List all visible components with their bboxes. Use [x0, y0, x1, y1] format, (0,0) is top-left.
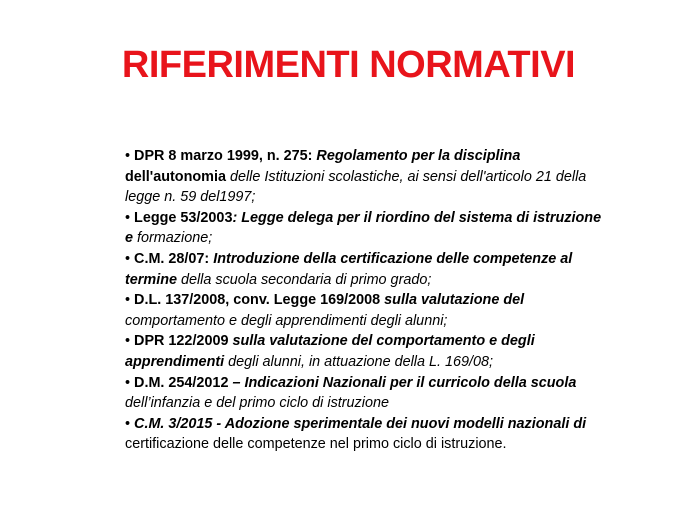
bullet-marker: •: [125, 250, 135, 267]
reference-text: legge n. 59 del1997;: [125, 189, 256, 206]
page-title: RIFERIMENTI NORMATIVI: [121, 44, 576, 86]
reference-text: dell'autonomia: [125, 168, 226, 185]
reference-line: [125, 290, 645, 311]
bullet-marker: •: [125, 374, 135, 391]
reference-line: [125, 228, 645, 249]
reference-text: C.M. 28/07:: [134, 250, 214, 267]
reference-text: degli alunni, in attuazione della L. 169/08;: [224, 353, 493, 370]
bullet-marker: •: [125, 333, 135, 350]
reference-text: dell’infanzia e del primo ciclo di istruzione: [125, 395, 389, 412]
references-list: [125, 146, 645, 455]
reference-line: [125, 352, 645, 373]
reference-text: della scuola secondaria di primo grado;: [176, 271, 432, 288]
reference-line: [125, 373, 645, 394]
reference-item: [125, 331, 645, 372]
reference-item: [125, 249, 645, 290]
reference-text: D.M. 254/2012: [134, 374, 233, 391]
reference-text: delle Istituzioni scolastiche, ai sensi dell'articolo 21 della: [225, 168, 587, 185]
reference-line: [125, 249, 645, 270]
reference-text: e: [125, 230, 134, 247]
reference-text: DPR 122/2009: [134, 333, 233, 350]
reference-text: D.L. 137/2008, conv. Legge 169/2008: [134, 292, 385, 309]
reference-text: C.M. 3/2015 - Adozione sperimentale dei nuovi modelli nazionali di: [134, 415, 587, 432]
reference-line: [125, 270, 645, 291]
reference-text: – Indicazioni Nazionali per il curricolo della scuola: [232, 374, 577, 391]
reference-text: comportamento e degli apprendimenti degli alunni;: [125, 312, 448, 329]
reference-line: [125, 311, 645, 332]
reference-text: : Legge delega per il riordino del sistema di istruzione: [232, 209, 602, 226]
reference-item: [125, 290, 645, 331]
reference-line: [125, 434, 645, 455]
reference-text: formazione;: [133, 230, 213, 247]
reference-text: DPR 8 marzo 1999, n. 275:: [134, 148, 317, 164]
reference-item: [125, 146, 645, 208]
bullet-marker: •: [125, 292, 135, 309]
reference-text: sulla valutazione del: [384, 292, 525, 309]
reference-line: [125, 146, 645, 167]
bullet-marker: •: [125, 148, 135, 164]
reference-line: [125, 187, 645, 208]
reference-item: [125, 414, 645, 455]
reference-text: Legge 53/2003: [134, 209, 233, 226]
reference-item: [125, 373, 645, 414]
bullet-marker: •: [125, 209, 135, 226]
reference-text: certificazione delle competenze nel primo ciclo di istruzione.: [125, 436, 507, 453]
reference-text: termine: [125, 271, 177, 288]
reference-text: Introduzione della certificazione delle competenze al: [213, 250, 573, 267]
reference-line: [125, 393, 645, 414]
reference-text: Regolamento per la disciplina: [316, 148, 521, 164]
reference-line: [125, 331, 645, 352]
bullet-marker: •: [125, 415, 135, 432]
reference-line: [125, 414, 645, 435]
reference-text: apprendimenti: [125, 353, 225, 370]
reference-item: [125, 208, 645, 249]
reference-text: sulla valutazione del comportamento e degli: [232, 333, 535, 350]
reference-line: [125, 167, 645, 188]
reference-line: [125, 208, 645, 229]
